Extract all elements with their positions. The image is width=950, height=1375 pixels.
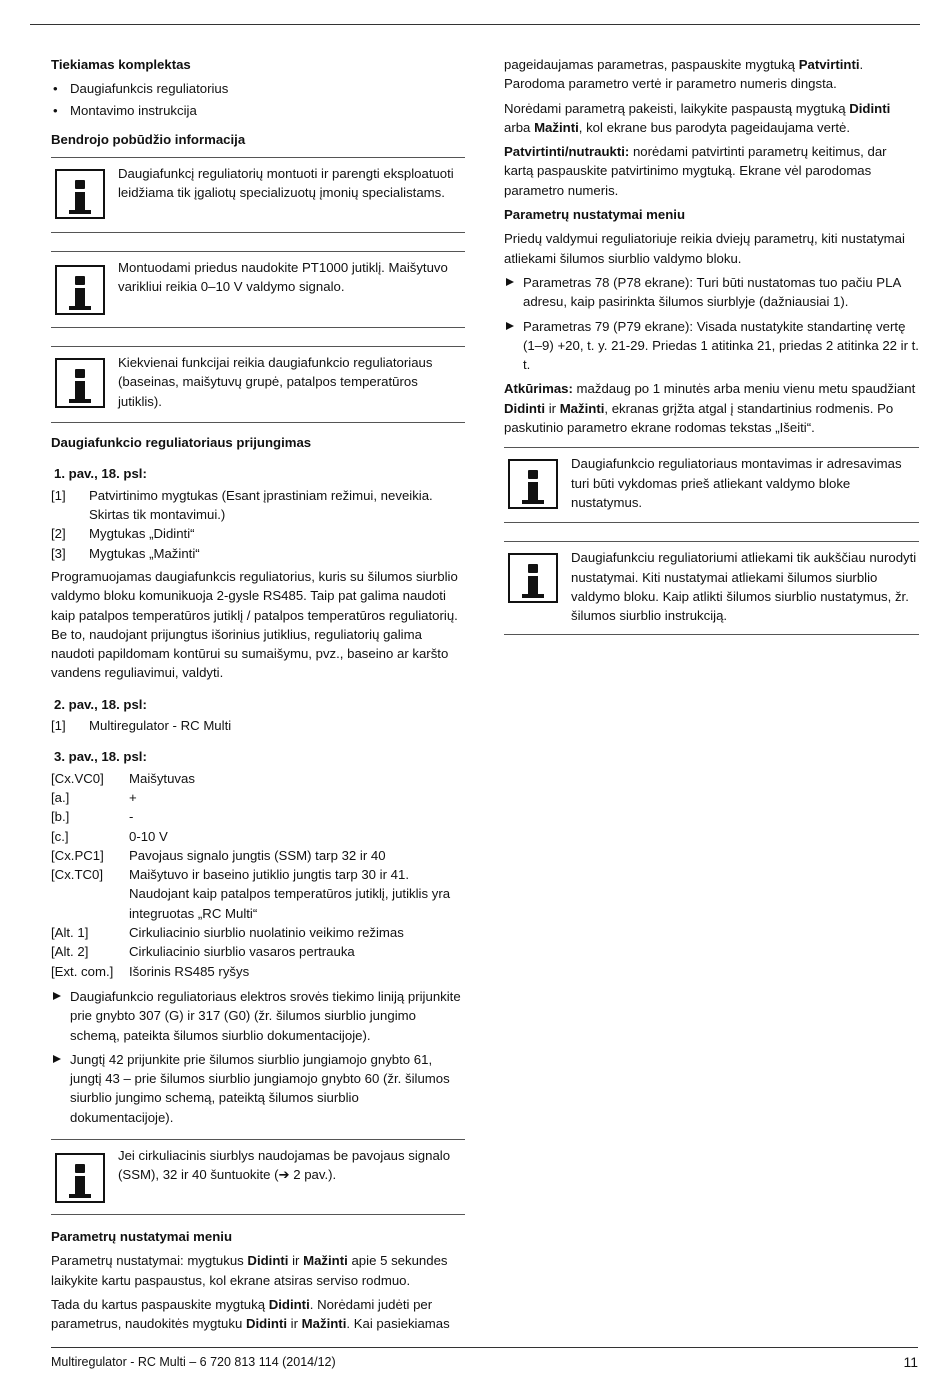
step-item: Daugiafunkcio reguliatoriaus elektros srovės tiekimo liniją prijunkite prie gnybto 307 (G) ir 317 (G0) (žr. šilumos siurblio jungimo schemą, pateikta šilumos siurblio dokumentacijoje). — [51, 987, 465, 1045]
general-heading: Bendrojo pobūdžio informacija — [51, 131, 246, 147]
info-note — [51, 1139, 465, 1215]
info-note — [51, 251, 465, 328]
change-text: Norėdami parametrą pakeisti, laikykite paspaustą mygtuką Didinti arba Mažinti, kol ekrane bus parodyta pageidaujama vertė. — [504, 100, 891, 135]
supply-heading: Tiekiamas komplektas — [51, 57, 191, 72]
legend-row: [c.] 0-10 V — [51, 828, 168, 844]
confirm-text: pageidaujamas parametras, paspauskite mygtuką Patvirtinti. Parodoma parametro vertė ir parametro numeris dingsta. — [504, 57, 864, 92]
supply-item: • Montavimo instrukcija — [51, 101, 465, 120]
step-item: Parametras 78 (P78 ekrane): Turi būti nustatomas tuo pačiu PLA adresu, kaip pasirinkta šilumos siurblyje (dažniausiai 1). — [504, 273, 919, 312]
legend-row: [Alt. 1] Cirkuliacinio siurblio nuolatinio veikimo režimas — [51, 925, 404, 941]
info-note — [504, 541, 919, 634]
connection-heading: Daugiafunkcio reguliatoriaus prijungimas — [51, 435, 312, 451]
menu-text: Priedų valdymui reguliatoriuje reikia dviejų parametrų, kiti nustatymai atliekami šilumos siurblio valdymo bloku. — [504, 231, 905, 266]
info-icon — [508, 553, 558, 603]
param-heading: Parametrų nustatymai meniu — [51, 1228, 233, 1244]
note-text: Daugiafunkcį reguliatorių montuoti ir parengti eksploatuoti leidžiama tik įgaliotų specializuotų įmonių specialistams. — [118, 166, 454, 201]
step-item: Jungtį 42 prijunkite prie šilumos siurblio jungiamojo gnybto 61, jungtį 43 – prie šilumos siurblio jungiamojo gnybto 60 (žr. šilumos siurblio jungimo schemą, pateiktą šilumos siurblio dokumentacijoje). — [51, 1050, 465, 1127]
param-text-1: Parametrų nustatymai: mygtukus Didinti ir Mažinti apie 5 sekundes laikykite kartu paspaustus, kol ekrane atsiras serviso rodmuo. — [51, 1253, 448, 1288]
info-note — [504, 447, 919, 523]
legend-row: [2] Mygtukas „Didinti“ — [51, 526, 195, 542]
left-column — [51, 55, 465, 1338]
legend-row: [a.] + — [51, 789, 137, 805]
fig1-heading: 1. pav., 18. psl: — [54, 466, 147, 482]
legend-row: [b.] - — [51, 809, 134, 825]
step-item: Parametras 79 (P79 ekrane): Visada nustatykite standartinę vertę (1–9) +20, t. y. 21-29. Priedas 1 atitinka 21, priedas 2 atitinka 22 ir t. t. — [504, 317, 919, 375]
legend-row: [Cx.TC0] Maišytuvo ir baseino jutiklio jungtis tarp 30 ir 41. Naudojant kaip patalpos temperatūros jutiklį, jutiklis yra integruotas „RC Multi“ — [51, 867, 451, 921]
legend-row: [Ext. com.] Išorinis RS485 ryšys — [51, 963, 250, 979]
info-icon — [508, 459, 558, 509]
info-icon — [55, 169, 105, 219]
header-rule — [30, 24, 920, 25]
page-footer — [51, 1347, 918, 1372]
note-text: Jei cirkuliacinis siurblys naudojamas be pavojaus signalo (SSM), 32 ir 40 šuntuokite (➔ 2 pav.). — [118, 1147, 451, 1183]
note-text: Daugiafunkciu reguliatoriumi atliekami tik aukščiau nurodyti nustatymai. Kiti nustatymai atliekami šilumos siurblio valdymo bloku. Kaip atlikti šilumos siurblio nustatymus, žr. šilumos siurblio instrukciją. — [571, 550, 917, 624]
legend-row: [3] Mygtukas „Mažinti“ — [51, 545, 200, 561]
fig3-heading: 3. pav., 18. psl: — [54, 749, 147, 765]
param-text-2: Tada du kartus paspauskite mygtuką Didinti. Norėdami judėti per parametrus, naudokitės mygtuku Didinti ir Mažinti. Kai pasiekiamas — [51, 1296, 450, 1332]
info-icon — [55, 1153, 105, 1203]
connection-text: Programuojamas daugiafunkcis reguliatorius, kuris su šilumos siurblio valdymo bloku komunikuoja 2-gysle RS485. Taip pat galima naudoti kaip patalpos temperatūros jutiklį / patalpos temperatūros reguliatorių. Be to, naudojant prijungtus išorinius jutiklius, reguliatorių galima naudoti papildomam kontūrui su sumaišymu, pvz., baseino ar karšto vandens reguliavimui, valdyti. — [51, 568, 458, 681]
info-icon — [55, 358, 105, 408]
restore-text: Atkūrimas: maždaug po 1 minutės arba meniu vienu metu spaudžiant Didinti ir Mažinti, ekranas grįžta atgal į standartinius rodmenis. Po paskutinio parametro ekrane rodomas tekstas „Išeiti“. — [504, 381, 916, 436]
fig2-heading: 2. pav., 18. psl: — [54, 696, 147, 712]
cancel-text: Patvirtinti/nutraukti: norėdami patvirtinti parametrų keitimus, dar kartą paspauskite patvirtinimo mygtuką. Ekrane vėl parodomas parametro numeris. — [504, 144, 887, 198]
legend-row: [1] Multiregulator - RC Multi — [51, 718, 232, 734]
right-column — [504, 55, 919, 635]
footer-doc: Multiregulator - RC Multi – 6 720 813 114 (2014/12) — [51, 1355, 336, 1369]
menu-heading: Parametrų nustatymai meniu — [504, 207, 686, 223]
info-icon — [55, 265, 105, 315]
note-text: Daugiafunkcio reguliatoriaus montavimas ir adresavimas turi būti vykdomas prieš atliekant valdymo bloke nustatymus. — [571, 456, 902, 510]
legend-row: [Cx.VC0] Maišytuvas — [51, 770, 195, 786]
info-note — [51, 157, 465, 233]
legend-row: [1] Patvirtinimo mygtukas (Esant įprastiniam režimui, neveikia. Skirtas tik montavimui.) — [51, 487, 433, 523]
legend-row: [Cx.PC1] Pavojaus signalo jungtis (SSM) tarp 32 ir 40 — [51, 847, 386, 863]
note-text: Kiekvienai funkcijai reikia daugiafunkcio reguliatoriaus (baseinas, maišytuvų grupė, patalpos temperatūros jutiklis). — [118, 355, 433, 409]
supply-item: • Daugiafunkcis reguliatorius — [51, 79, 465, 98]
note-text: Montuodami priedus naudokite PT1000 jutiklį. Maišytuvo varikliui reikia 0–10 V valdymo signalo. — [118, 260, 448, 295]
page-number: 11 — [903, 1354, 918, 1370]
info-note — [51, 346, 465, 423]
legend-row: [Alt. 2] Cirkuliacinio siurblio vasaros pertrauka — [51, 944, 355, 960]
